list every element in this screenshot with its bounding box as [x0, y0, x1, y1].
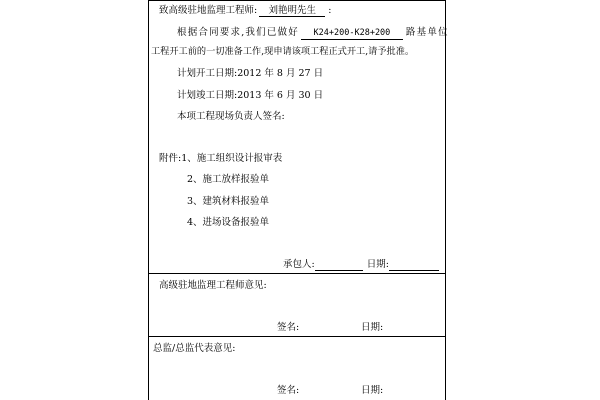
- contractor-label: 承包人:: [283, 259, 315, 270]
- section-divider: [149, 336, 445, 337]
- section-divider: [149, 273, 445, 274]
- attachment-item: 3、建筑材料报验单: [187, 196, 270, 207]
- planned-end-date: 2013 年 6 月 30 日: [237, 90, 324, 101]
- director-sign-label: 签名:: [277, 385, 300, 396]
- application-form: [148, 0, 449, 400]
- contractor-date-label: 日期:: [366, 259, 389, 270]
- salutation-prefix: 致高级驻地监理工程师:: [159, 5, 258, 16]
- addressee-name: 刘艳明先生: [259, 5, 325, 17]
- site-manager-signature-label: 本项工程现场负责人签名:: [177, 111, 285, 122]
- planned-start-date: 2012 年 8 月 27 日: [237, 68, 324, 79]
- contractor-sign-line: [283, 259, 439, 271]
- salutation-line: [159, 5, 331, 17]
- engineer-sign-label: 签名:: [277, 322, 300, 333]
- planned-end-label: 计划竣工日期:: [177, 90, 238, 101]
- director-opinion-title: 总监/总监代表意见:: [153, 343, 236, 354]
- director-date-label: 日期:: [361, 385, 384, 396]
- planned-start-label: 计划开工日期:: [177, 68, 238, 79]
- contractor-signature-blank: [315, 259, 363, 271]
- attachment-item: 2、施工放样报验单: [187, 174, 270, 185]
- request-line-1-prefix: 根据合同要求,我们已做好: [177, 27, 299, 38]
- salutation-suffix: :: [328, 5, 332, 16]
- contractor-date-blank: [389, 259, 439, 271]
- request-line-2: 工程开工前的一切准备工作,现申请该项工程正式开工,请予批准。: [151, 46, 415, 57]
- attachment-item: 4、进场设备报验单: [187, 217, 270, 228]
- request-line-1: [177, 27, 449, 40]
- attachments-heading: 附件:: [159, 153, 182, 164]
- top-border: [149, 0, 445, 1]
- request-line-1-suffix: 路基单位: [405, 27, 449, 38]
- attachment-1: [159, 153, 282, 165]
- planned-start-line: [177, 68, 323, 80]
- engineer-opinion-title: 高级驻地监理工程师意见:: [159, 280, 267, 291]
- planned-end-line: [177, 90, 323, 102]
- attachment-item: 1、施工组织设计报审表: [181, 153, 283, 164]
- project-section: K24+200-K28+200: [301, 28, 403, 40]
- engineer-date-label: 日期:: [361, 322, 384, 333]
